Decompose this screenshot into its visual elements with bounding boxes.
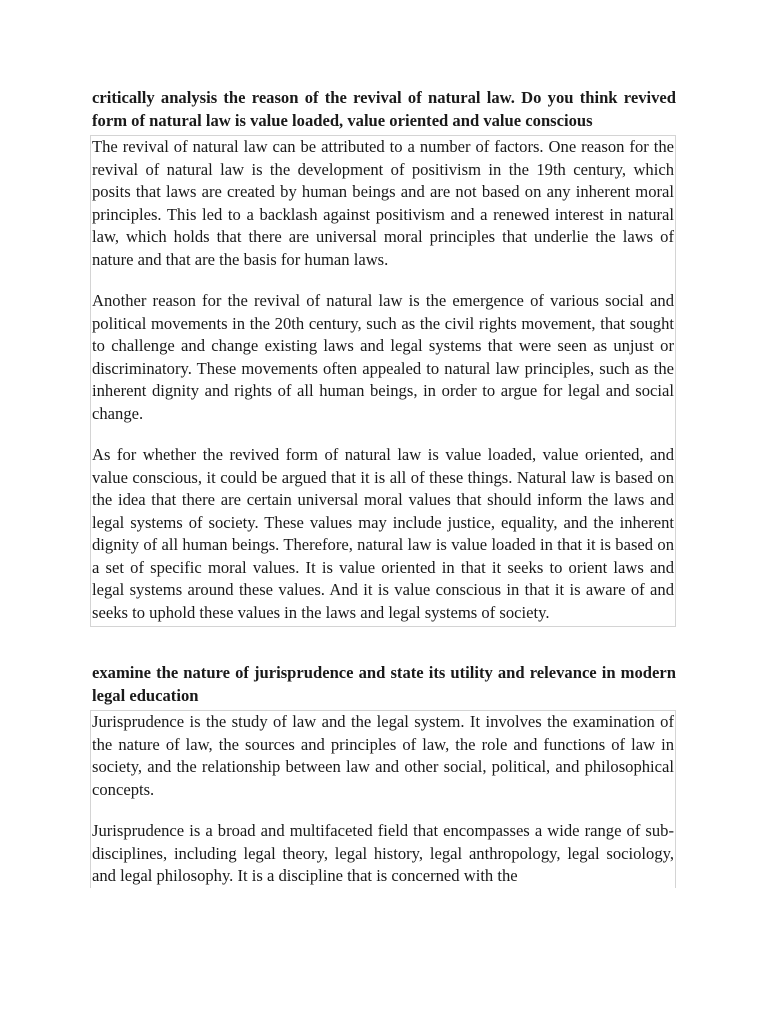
question-section-natural-law	[92, 87, 676, 627]
answer-paragraph: Another reason for the revival of natural law is the emergence of various social and political movements in the 20th century, such as the civil rights movement, that sought to challenge and change existing laws and legal systems that were seen as unjust or discriminatory. These movements often appealed to natural law principles, such as the inherent dignity and rights of all human beings, in order to argue for legal and social change.	[92, 291, 674, 423]
answer-paragraph: Jurisprudence is the study of law and the legal system. It involves the examination of the nature of law, the sources and principles of law, the role and functions of law in society, and the relationship between law and other social, political, and philosophical concepts.	[92, 712, 674, 799]
answer-box	[90, 135, 676, 627]
answer-box	[90, 710, 676, 888]
question-heading: examine the nature of jurisprudence and state its utility and relevance in modern legal education	[92, 663, 676, 705]
answer-paragraph: The revival of natural law can be attributed to a number of factors. One reason for the revival of natural law is the development of positivism in the 19th century, which posits that laws are created by human beings and are not based on any inherent moral principles. This led to a backlash against positivism and a renewed interest in natural law, which holds that there are universal moral principles that underlie the laws of nature and that are the basis for human laws.	[92, 137, 674, 269]
document-page	[92, 87, 676, 888]
question-section-jurisprudence	[92, 662, 676, 888]
answer-paragraph: Jurisprudence is a broad and multifaceted field that encompasses a wide range of sub-disciplines, including legal theory, legal history, legal anthropology, legal sociology, and legal philosophy. It is a discipline that is concerned with the	[92, 821, 674, 885]
question-heading: critically analysis the reason of the revival of natural law. Do you think revived form of natural law is value loaded, value oriented and value conscious	[92, 88, 676, 130]
answer-paragraph: As for whether the revived form of natural law is value loaded, value oriented, and value conscious, it could be argued that it is all of these things. Natural law is based on the idea that there are certain universal moral values that should inform the laws and legal systems of society. These values may include justice, equality, and the inherent dignity of all human beings. Therefore, natural law is value loaded in that it is based on a set of specific moral values. It is value oriented in that it seeks to orient laws and legal systems around these values. And it is value conscious in that it is aware of and seeks to uphold these values in the laws and legal systems of society.	[92, 445, 674, 622]
